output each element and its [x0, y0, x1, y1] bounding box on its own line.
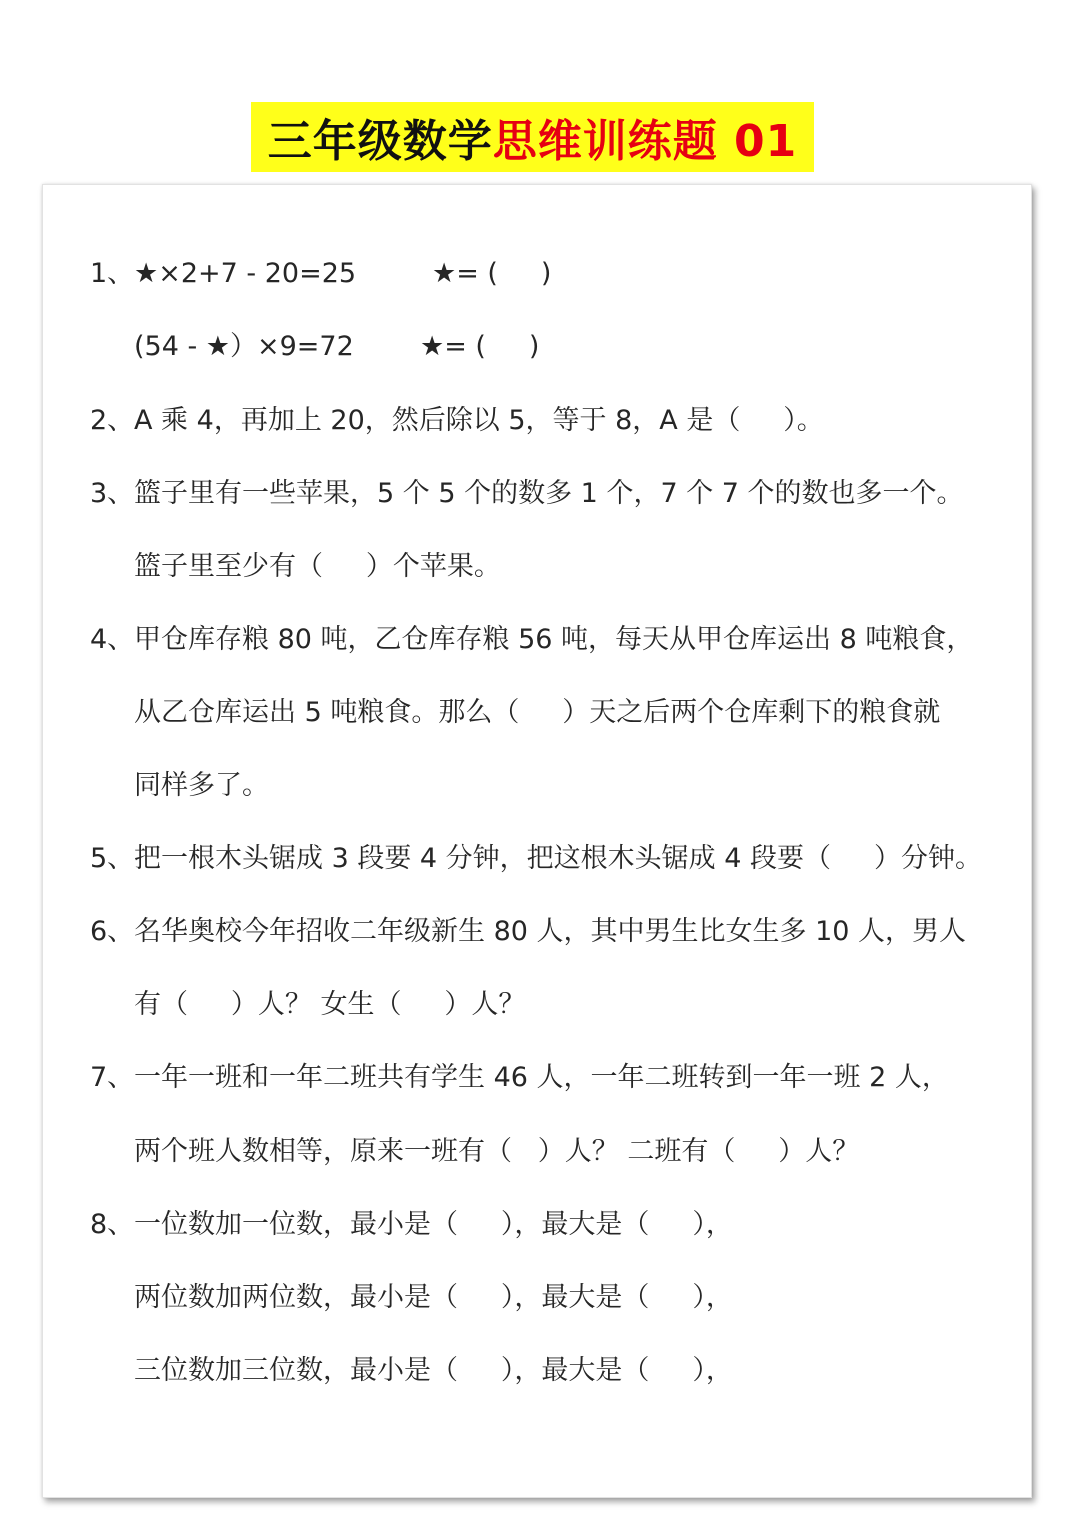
question-4-text-line-3: 同样多了。 [134, 770, 269, 801]
question-number: 6、 [90, 916, 135, 947]
question-6-text-line-2: 有（ ）人？ 女生（ ）人？ [134, 989, 526, 1020]
question-4-text-line-1: 甲仓库存粮 80 吨，乙仓库存粮 56 吨，每天从甲仓库运出 8 吨粮食， [134, 624, 974, 655]
question-number: 8、 [90, 1209, 135, 1240]
title-training: 思维训练题 01 [492, 116, 798, 167]
question-5-text: 把一根木头锯成 3 段要 4 分钟，把这根木头锯成 4 段要（ ）分钟。 [134, 843, 982, 874]
question-7-text-line-2: 两个班人数相等，原来一班有（ ）人？ 二班有（ ）人？ [134, 1136, 860, 1167]
question-3-text-line-1: 篮子里有一些苹果，5 个 5 个的数多 1 个，7 个 7 个的数也多一个。 [134, 478, 964, 509]
question-number: 2、 [90, 405, 135, 436]
question-number: 5、 [90, 843, 135, 874]
question-8-text-line-2: 两位数加两位数，最小是（ ），最大是（ ）， [134, 1282, 733, 1313]
worksheet-title [251, 102, 814, 172]
question-7-text-line-1: 一年一班和一年二班共有学生 46 人，一年二班转到一年一班 2 人， [134, 1062, 949, 1093]
question-2-text: A 乘 4，再加上 20，然后除以 5，等于 8，A 是（ ）。 [134, 405, 824, 436]
question-number: 7、 [90, 1062, 135, 1093]
question-6-text-line-1: 名华奥校今年招收二年级新生 80 人，其中男生比女生多 10 人，男人 [134, 916, 967, 947]
question-1-answer-2: ★= ( ) [420, 331, 540, 362]
question-number: 4、 [90, 624, 135, 655]
title-grade-subject: 三年级数学 [267, 116, 493, 167]
question-3-text-line-2: 篮子里至少有（ ）个苹果。 [134, 551, 501, 582]
question-1-equation-1: ★×2+7 - 20=25 [134, 258, 357, 289]
question-1-answer-1: ★= ( ) [432, 258, 552, 289]
question-8-text-line-1: 一位数加一位数，最小是（ ），最大是（ ）， [134, 1209, 733, 1240]
question-number: 1、 [90, 258, 135, 289]
question-1-equation-2: (54 - ★）×9=72 [134, 331, 354, 362]
question-8-text-line-3: 三位数加三位数，最小是（ ），最大是（ ）， [134, 1355, 733, 1386]
question-4-text-line-2: 从乙仓库运出 5 吨粮食。那么（ ）天之后两个仓库剩下的粮食就 [134, 697, 941, 728]
question-number: 3、 [90, 478, 135, 509]
